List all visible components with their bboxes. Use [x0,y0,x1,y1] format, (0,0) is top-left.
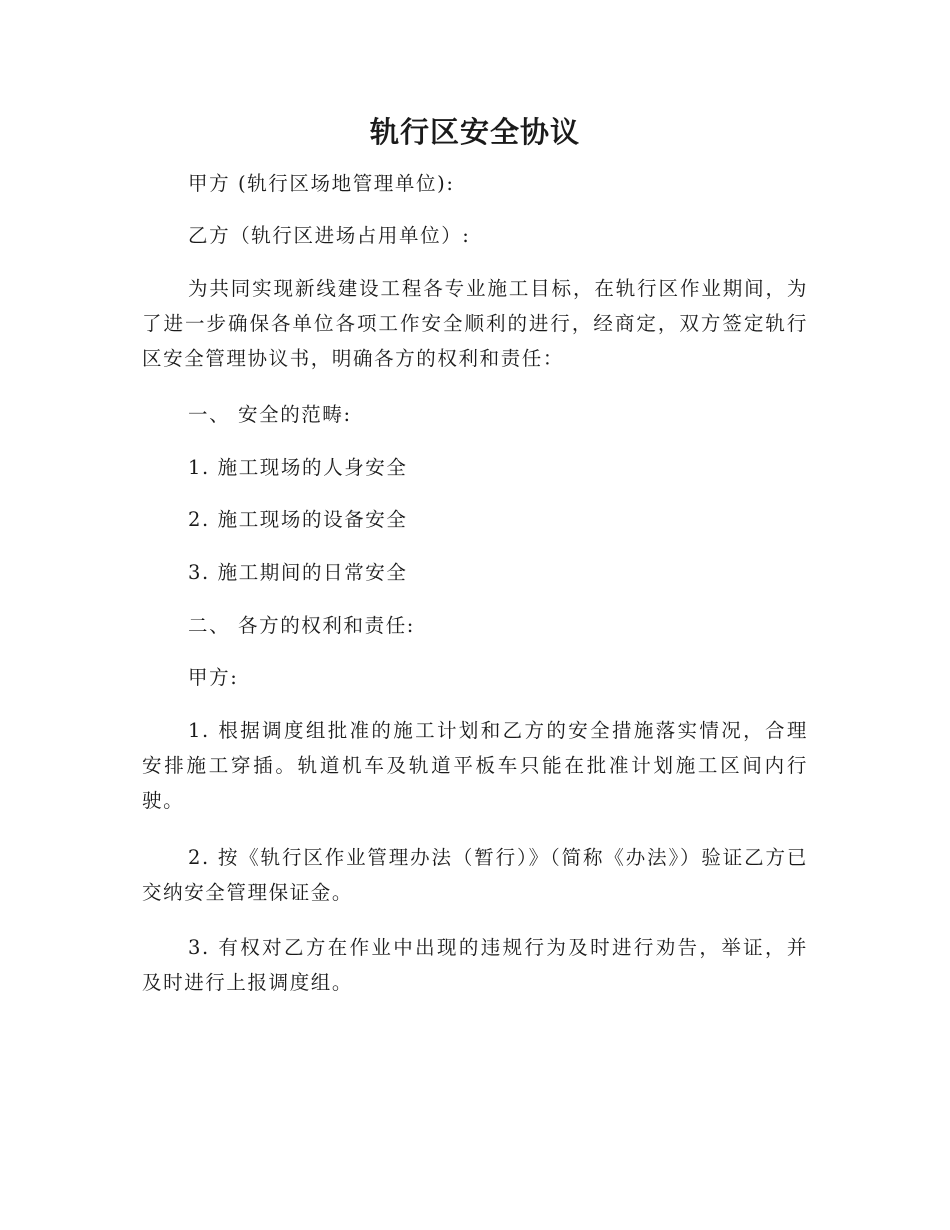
intro-paragraph: 为共同实现新线建设工程各专业施工目标，在轨行区作业期间，为了进一步确保各单位各项工作安全顺利的进行，经商定，双方签定轨行区安全管理协议书，明确各方的权利和责任： [142,277,808,370]
party-a-heading: 甲方: [188,666,239,689]
document-title: 轨行区安全协议 [369,115,580,149]
party-b-line: 乙方（轨行区进场占用单位）: [188,224,471,247]
party-a-line: 甲方 (轨行区场地管理单位): [188,172,455,195]
party-a-clause-3: 3. 有权对乙方在作业中出现的违规行为及时进行劝告，举证，并及时进行上报调度组。 [142,936,808,994]
scope-item-1: 1. 施工现场的人身安全 [188,456,408,479]
party-a-clause-1: 1. 根据调度组批准的施工计划和乙方的安全措施落实情况，合理安排施工穿插。轨道机车及轨道平板车只能在批准计划施工区间内行驶。 [142,719,808,812]
party-a-clause-2: 2. 按《轨行区作业管理办法（暂行）》（简称《办法》）验证乙方已交纳安全管理保证金。 [142,846,808,904]
section-heading-scope: 一、 安全的范畴: [188,403,352,426]
scope-item-2: 2. 施工现场的设备安全 [188,508,408,531]
section-heading-rights: 二、 各方的权利和责任: [188,614,415,637]
scope-item-3: 3. 施工期间的日常安全 [188,561,408,584]
